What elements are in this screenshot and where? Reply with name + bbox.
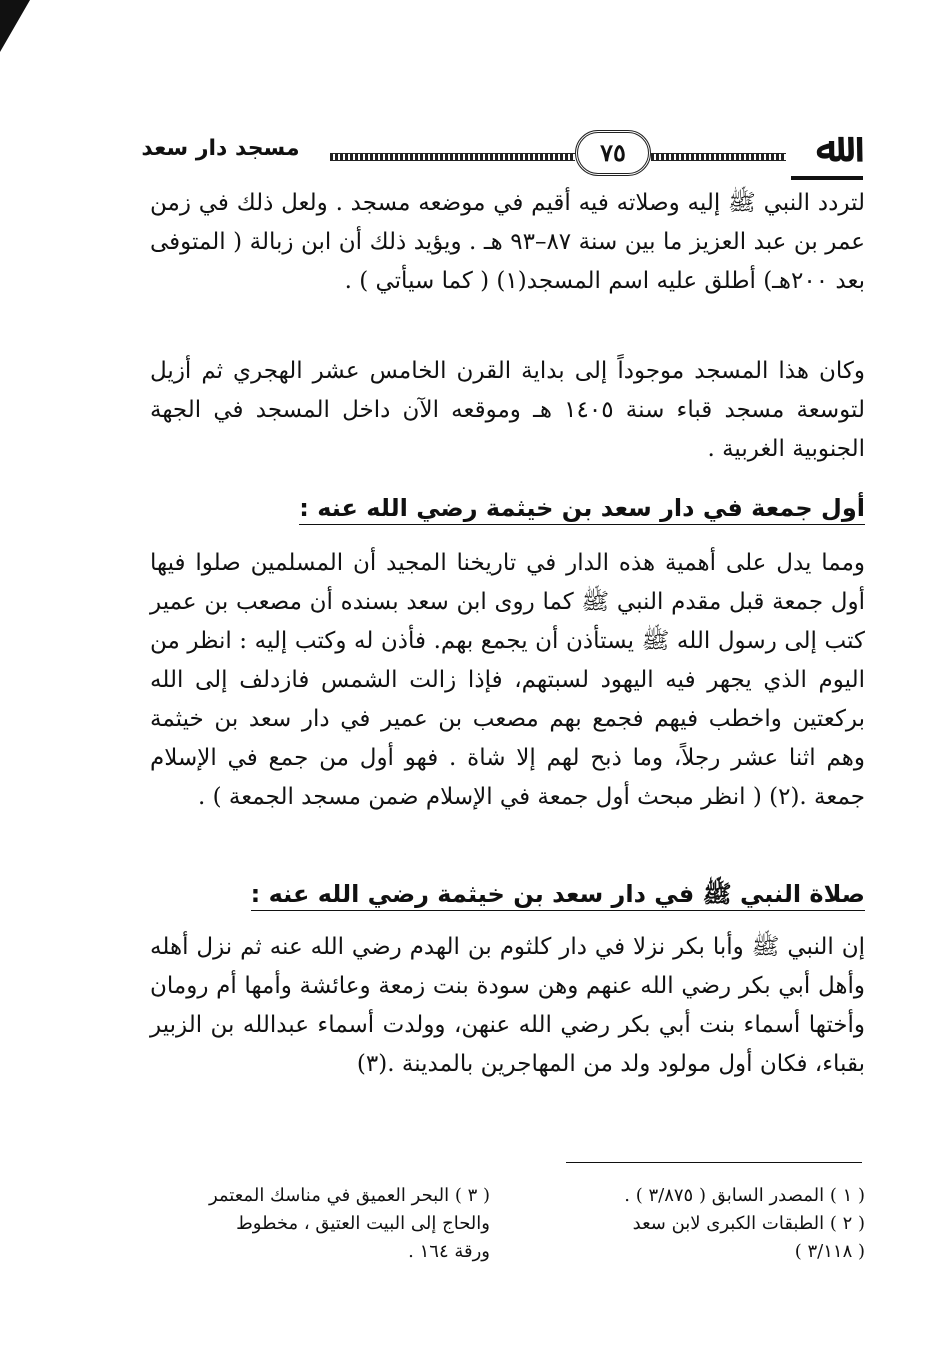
footnotes-right-column [525,1182,865,1266]
publisher-logo-icon: ﷲ [816,125,840,171]
heading-text: صلاة النبي ﷺ في دار سعد بن خيثمة رضي الله عنه : [251,880,865,911]
footnote-2: ( ٢ ) الطبقات الكبرى لابن سعد [632,1213,865,1234]
header-rule-left [330,153,575,161]
footnote-2-cont: ( ٣/١١٨ ) [794,1241,865,1262]
header-rule-right [651,153,786,161]
page-number: ٧٥ [575,130,651,176]
footnote-3: ( ٣ ) البحر العميق في مناسك المعتمر [208,1185,490,1206]
paragraph-2: وكان هذا المسجد موجوداً إلى بداية القرن الخامس عشر الهجري ثم أزيل لتوسعة مسجد قباء سنة ١٤٠٥ هـ وموقعه الآن داخل المسجد في الجهة الجنوبية الغربية . [150,358,865,462]
heading-text: أول جمعة في دار سعد بن خيثمة رضي الله عنه : [299,494,865,525]
running-title: مسجد دار سعد [141,136,300,161]
paragraph-3: ومما يدل على أهمية هذه الدار في تاريخنا المجيد أن المسلمين صلوا فيها أول جمعة قبل مقدم النبي ﷺ كما روى ابن سعد بسنده أن مصعب بن عمير كتب إلى رسول الله ﷺ يستأذن أن يجمع بهم. فأذن له وكتب إليه : انظر من اليوم الذي يجهر فيه اليهود لسبتهم، فإذا زالت الشمس فازدلف إلى الله بركعتين واخطب فيهم فجمع بهم مصعب بن عمير في دار سعد بن خيثمة وهم اثنا عشر رجلاً، وما ذبح لهم إلا شاة . فهو أول من جمع في الإسلام جمعة .(٢) ( انظر مبحث أول جمعة في الإسلام ضمن مسجد الجمعة ) . [150,550,865,810]
page-body [150,184,865,1126]
footnotes-left-column [150,1182,490,1266]
section-heading-prophet-prayer [150,874,865,914]
footnote-1: ( ١ ) المصدر السابق ( ٣/٨٧٥ ) . [624,1185,865,1206]
page-header [118,122,863,188]
footnote-divider [566,1162,862,1163]
paragraph-1: لتردد النبي ﷺ إليه وصلاته فيه أقيم في موضعه مسجد . ولعل ذلك في زمن عمر بن عبد العزيز ما بين سنة ٨٧–٩٣ هـ . ويؤيد ذلك أن ابن زبالة ( المتوفى بعد ٢٠٠هـ) أطلق عليه اسم المسجد(١) ( كما سيأتي ) . [150,190,865,294]
footnote-3-cont: والحاج إلى البيت العتيق ، مخطوط [236,1213,490,1234]
footnote-3-cont-2: ورقة ١٦٤ . [408,1241,490,1262]
footnotes [150,1182,865,1292]
corner-mark [0,0,30,52]
paragraph-4: إن النبي ﷺ وأبا بكر نزلا في دار كلثوم بن الهدم رضي الله عنه ثم نزل أهله وأهل أبي بكر رضي الله عنهم وهن سودة بنت زمعة وعائشة وأمها أم رومان وأختها أسماء بنت أبي بكر رضي الله عنهن، وولدت أسماء عبدالله بن الزبير بقباء، فكان أول مولود ولد من المهاجرين بالمدينة .(٣) [150,934,865,1077]
logo-base-line [791,176,863,180]
section-heading-first-friday [150,488,865,528]
